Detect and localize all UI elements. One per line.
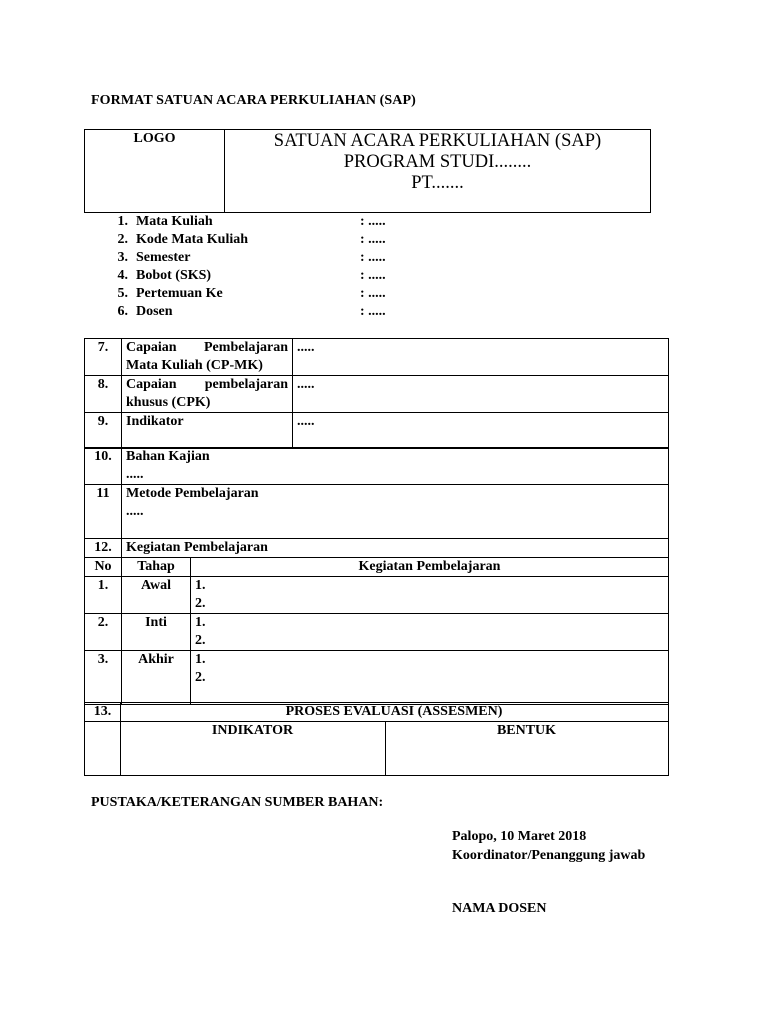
row-label: Capaian pembelajaran khusus (CPK) [122, 376, 293, 413]
table-row [85, 485, 669, 539]
info-row [112, 267, 412, 285]
row-label: Capaian Pembelajaran Mata Kuliah (CP-MK) [122, 339, 293, 376]
row-content [122, 448, 669, 485]
table-row [85, 539, 669, 558]
item-2: 2. [195, 633, 206, 648]
column-header-tahap: Tahap [122, 558, 191, 577]
section-title: Kegiatan Pembelajaran [122, 539, 669, 558]
row-content [122, 485, 669, 539]
info-value: : ..... [360, 268, 386, 283]
info-value: : ..... [360, 232, 386, 247]
row-value: ..... [126, 504, 144, 519]
table-header-row [85, 558, 669, 577]
format-title: FORMAT SATUAN ACARA PERKULIAHAN (SAP) [91, 93, 416, 108]
table-row [85, 448, 669, 485]
row-tahap: Awal [122, 577, 191, 614]
info-num: 1. [117, 214, 128, 229]
info-num: 3. [117, 250, 128, 265]
row-number: 10. [85, 448, 122, 485]
info-value: : ..... [360, 250, 386, 265]
table-row [85, 376, 669, 413]
row-number: 1. [85, 577, 122, 614]
item-2: 2. [195, 596, 206, 611]
row-label: Indikator [122, 413, 293, 449]
row-tahap: Akhir [122, 651, 191, 705]
row-value: ..... [293, 376, 669, 413]
table-row [85, 651, 669, 705]
info-value: : ..... [360, 304, 386, 319]
table-row [85, 413, 669, 449]
info-row [112, 213, 412, 231]
info-label: Bobot (SKS) [136, 268, 212, 283]
info-num: 4. [117, 268, 128, 283]
item-1: 1. [195, 578, 206, 593]
signature-role: Koordinator/Penanggung jawab [452, 848, 646, 863]
section-title: PROSES EVALUASI (ASSESMEN) [285, 704, 503, 719]
column-header-indikator: INDIKATOR [211, 723, 294, 738]
row-items [191, 651, 669, 705]
info-label: Semester [136, 250, 191, 265]
row-label: Bahan Kajian [126, 449, 210, 464]
study-material-table [84, 447, 669, 539]
row-number: 9. [85, 413, 122, 449]
info-row [112, 249, 412, 267]
learning-outcomes-table [84, 338, 669, 449]
signature-place-date: Palopo, 10 Maret 2018 [452, 829, 587, 844]
item-1: 1. [195, 652, 206, 667]
row-number: 8. [85, 376, 122, 413]
info-num: 2. [117, 232, 128, 247]
column-header-no: No [85, 558, 122, 577]
logo-placeholder: LOGO [85, 130, 225, 212]
item-1: 1. [195, 615, 206, 630]
row-label: Metode Pembelajaran [126, 486, 259, 501]
info-row [112, 231, 412, 249]
row-items [191, 577, 669, 614]
header-title-line2: PROGRAM STUDI........ [343, 152, 532, 172]
info-label: Dosen [136, 304, 173, 319]
learning-activities-table [84, 538, 669, 705]
info-label: Kode Mata Kuliah [136, 232, 249, 247]
row-tahap: Inti [122, 614, 191, 651]
info-value: : ..... [360, 286, 386, 301]
header-box [84, 129, 651, 213]
row-number: 11 [85, 485, 122, 539]
table-row [85, 339, 669, 376]
row-value: ..... [293, 339, 669, 376]
row-items [191, 614, 669, 651]
row-number: 3. [85, 651, 122, 705]
row-number: 13. [93, 704, 112, 719]
info-label: Pertemuan Ke [136, 286, 223, 301]
references-heading: PUSTAKA/KETERANGAN SUMBER BAHAN: [91, 795, 384, 810]
row-number: 7. [85, 339, 122, 376]
table-row [85, 614, 669, 651]
header-title-line1: SATUAN ACARA PERKULIAHAN (SAP) [273, 131, 602, 151]
header-title-line3: PT....... [411, 173, 464, 193]
row-number: 2. [85, 614, 122, 651]
info-value: : ..... [360, 214, 386, 229]
row-number: 12. [85, 539, 122, 558]
info-row [112, 285, 412, 303]
course-info-list [112, 213, 412, 321]
evaluation-table [84, 702, 669, 776]
row-value: ..... [293, 413, 669, 449]
header-title [225, 130, 650, 194]
info-num: 5. [117, 286, 128, 301]
info-row [112, 303, 412, 321]
column-header-bentuk: BENTUK [496, 723, 557, 738]
signature-name: NAMA DOSEN [452, 901, 547, 916]
column-header-kegiatan: Kegiatan Pembelajaran [191, 558, 669, 577]
item-2: 2. [195, 670, 206, 685]
table-row [85, 577, 669, 614]
info-num: 6. [117, 304, 128, 319]
row-value: ..... [126, 467, 144, 482]
info-label: Mata Kuliah [136, 214, 213, 229]
